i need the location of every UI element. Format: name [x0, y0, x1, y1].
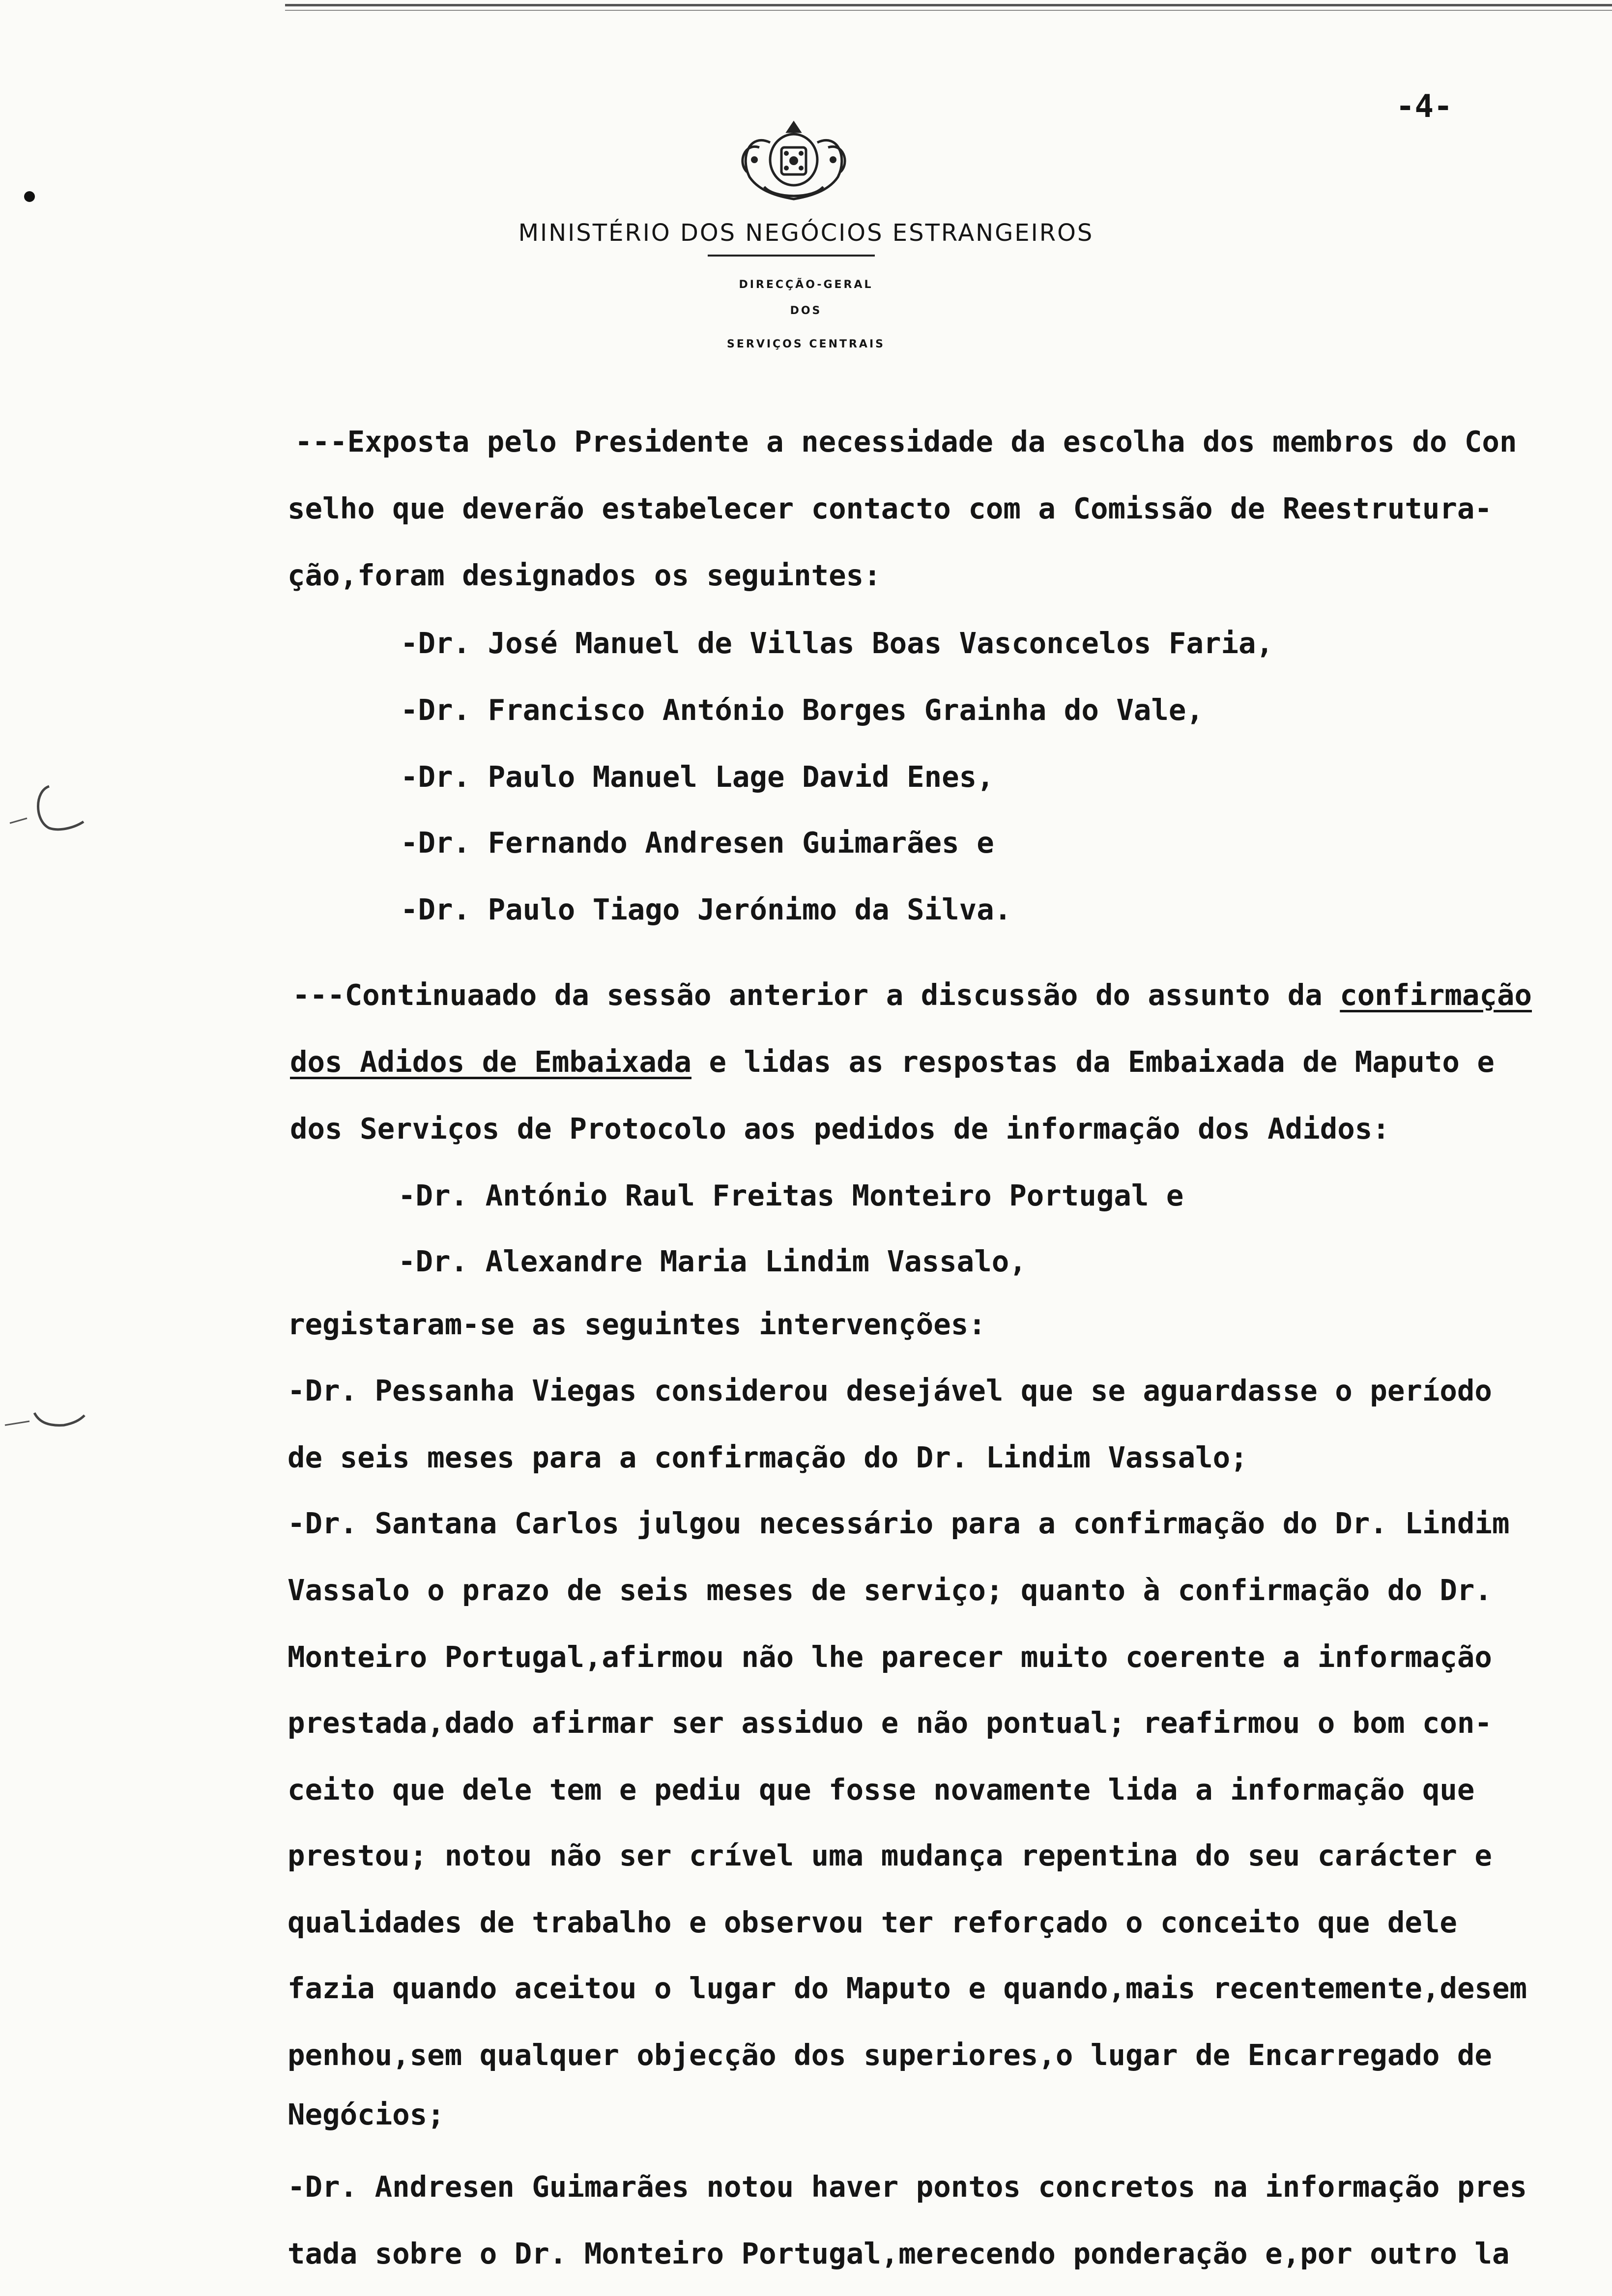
paragraph-1-line-2: selho que deverão estabelecer contacto com a Comissão de Reestrutura- — [288, 491, 1492, 525]
underlined-subject: confirmação — [1340, 978, 1532, 1012]
paragraph-2-text: ---Continuaado da sessão anterior a discussão do assunto da — [292, 978, 1340, 1012]
directorate-line-3: SERVIÇOS CENTRAIS — [727, 338, 885, 350]
attache-item: -Dr. António Raul Freitas Monteiro Portugal e — [398, 1178, 1184, 1212]
intervention-line: penhou,sem qualquer objecção dos superiores,o lugar de Encarregado de — [288, 2038, 1492, 2072]
member-item: -Dr. Paulo Manuel Lage David Enes, — [401, 760, 994, 794]
intervention-line: -Dr. Santana Carlos julgou necessário para a confirmação do Dr. Lindim — [288, 1506, 1510, 1540]
member-item: -Dr. Francisco António Borges Grainha do Vale, — [401, 693, 1204, 727]
top-edge-line — [285, 4, 1612, 6]
member-item: -Dr. José Manuel de Villas Boas Vasconcelos Faria, — [401, 626, 1274, 660]
intervention-line: fazia quando aceitou o lugar do Maputo e quando,mais recentemente,desem — [288, 1971, 1527, 2005]
directorate-line-1: DIRECÇÃO-GERAL — [739, 279, 873, 291]
page-number: -4- — [1396, 88, 1453, 125]
intervention-line: ceito que dele tem e pediu que fosse novamente lida a informação que — [288, 1773, 1475, 1807]
underlined-subject-continued: dos Adidos de Embaixada — [290, 1045, 691, 1079]
paragraph-1-line-3: ção,foram designados os seguintes: — [288, 558, 881, 592]
intervention-line: -Dr. Andresen Guimarães notou haver pontos concretos na informação pres — [288, 2170, 1527, 2204]
intervention-line: Monteiro Portugal,afirmou não lhe parecer muito coerente a informação — [288, 1640, 1492, 1674]
intervention-line: prestada,dado afirmar ser assiduo e não pontual; reafirmou o bom con- — [288, 1706, 1492, 1740]
paragraph-2-line-1 — [292, 978, 1532, 1012]
paragraph-2-line-3: dos Serviços de Protocolo aos pedidos de informação dos Adidos: — [290, 1112, 1390, 1146]
intervention-line: -Dr. Pessanha Viegas considerou desejável que se aguardasse o período — [288, 1374, 1492, 1407]
intervention-line: prestou; notou não ser crível uma mudança repentina do seu carácter e — [288, 1838, 1492, 1872]
intervention-line: Vassalo o prazo de seis meses de serviço; quanto à confirmação do Dr. — [288, 1573, 1492, 1607]
member-item: -Dr. Paulo Tiago Jerónimo da Silva. — [401, 892, 1012, 926]
intervention-line: Negócios; — [288, 2097, 445, 2131]
paragraph-2-line-2 — [290, 1045, 1495, 1079]
directorate-line-2: DOS — [790, 305, 822, 317]
letterhead-rule — [708, 255, 875, 257]
interventions-intro: registaram-se as seguintes intervenções: — [288, 1307, 986, 1341]
scan-mark-arc — [0, 1391, 98, 1460]
coat-of-arms-icon — [730, 113, 858, 206]
intervention-line: de seis meses para a confirmação do Dr. Lindim Vassalo; — [288, 1440, 1248, 1474]
member-item: -Dr. Fernando Andresen Guimarães e — [401, 826, 994, 860]
intervention-line: tada sobre o Dr. Monteiro Portugal,merecendo ponderação e,por outro la — [288, 2237, 1510, 2270]
attache-item: -Dr. Alexandre Maria Lindim Vassalo, — [398, 1244, 1027, 1278]
intervention-line: qualidades de trabalho e observou ter reforçado o conceito que dele — [288, 1905, 1457, 1939]
ministry-name: MINISTÉRIO DOS NEGÓCIOS ESTRANGEIROS — [518, 219, 1094, 247]
paragraph-2-text: e lidas as respostas da Embaixada de Maputo e — [691, 1045, 1495, 1079]
scan-mark-dot — [20, 187, 39, 206]
top-edge-line-secondary — [285, 10, 1612, 11]
paragraph-1-line-1: ---Exposta pelo Presidente a necessidade da escolha dos membros do Con — [295, 425, 1517, 459]
scan-mark-arc — [0, 776, 98, 845]
